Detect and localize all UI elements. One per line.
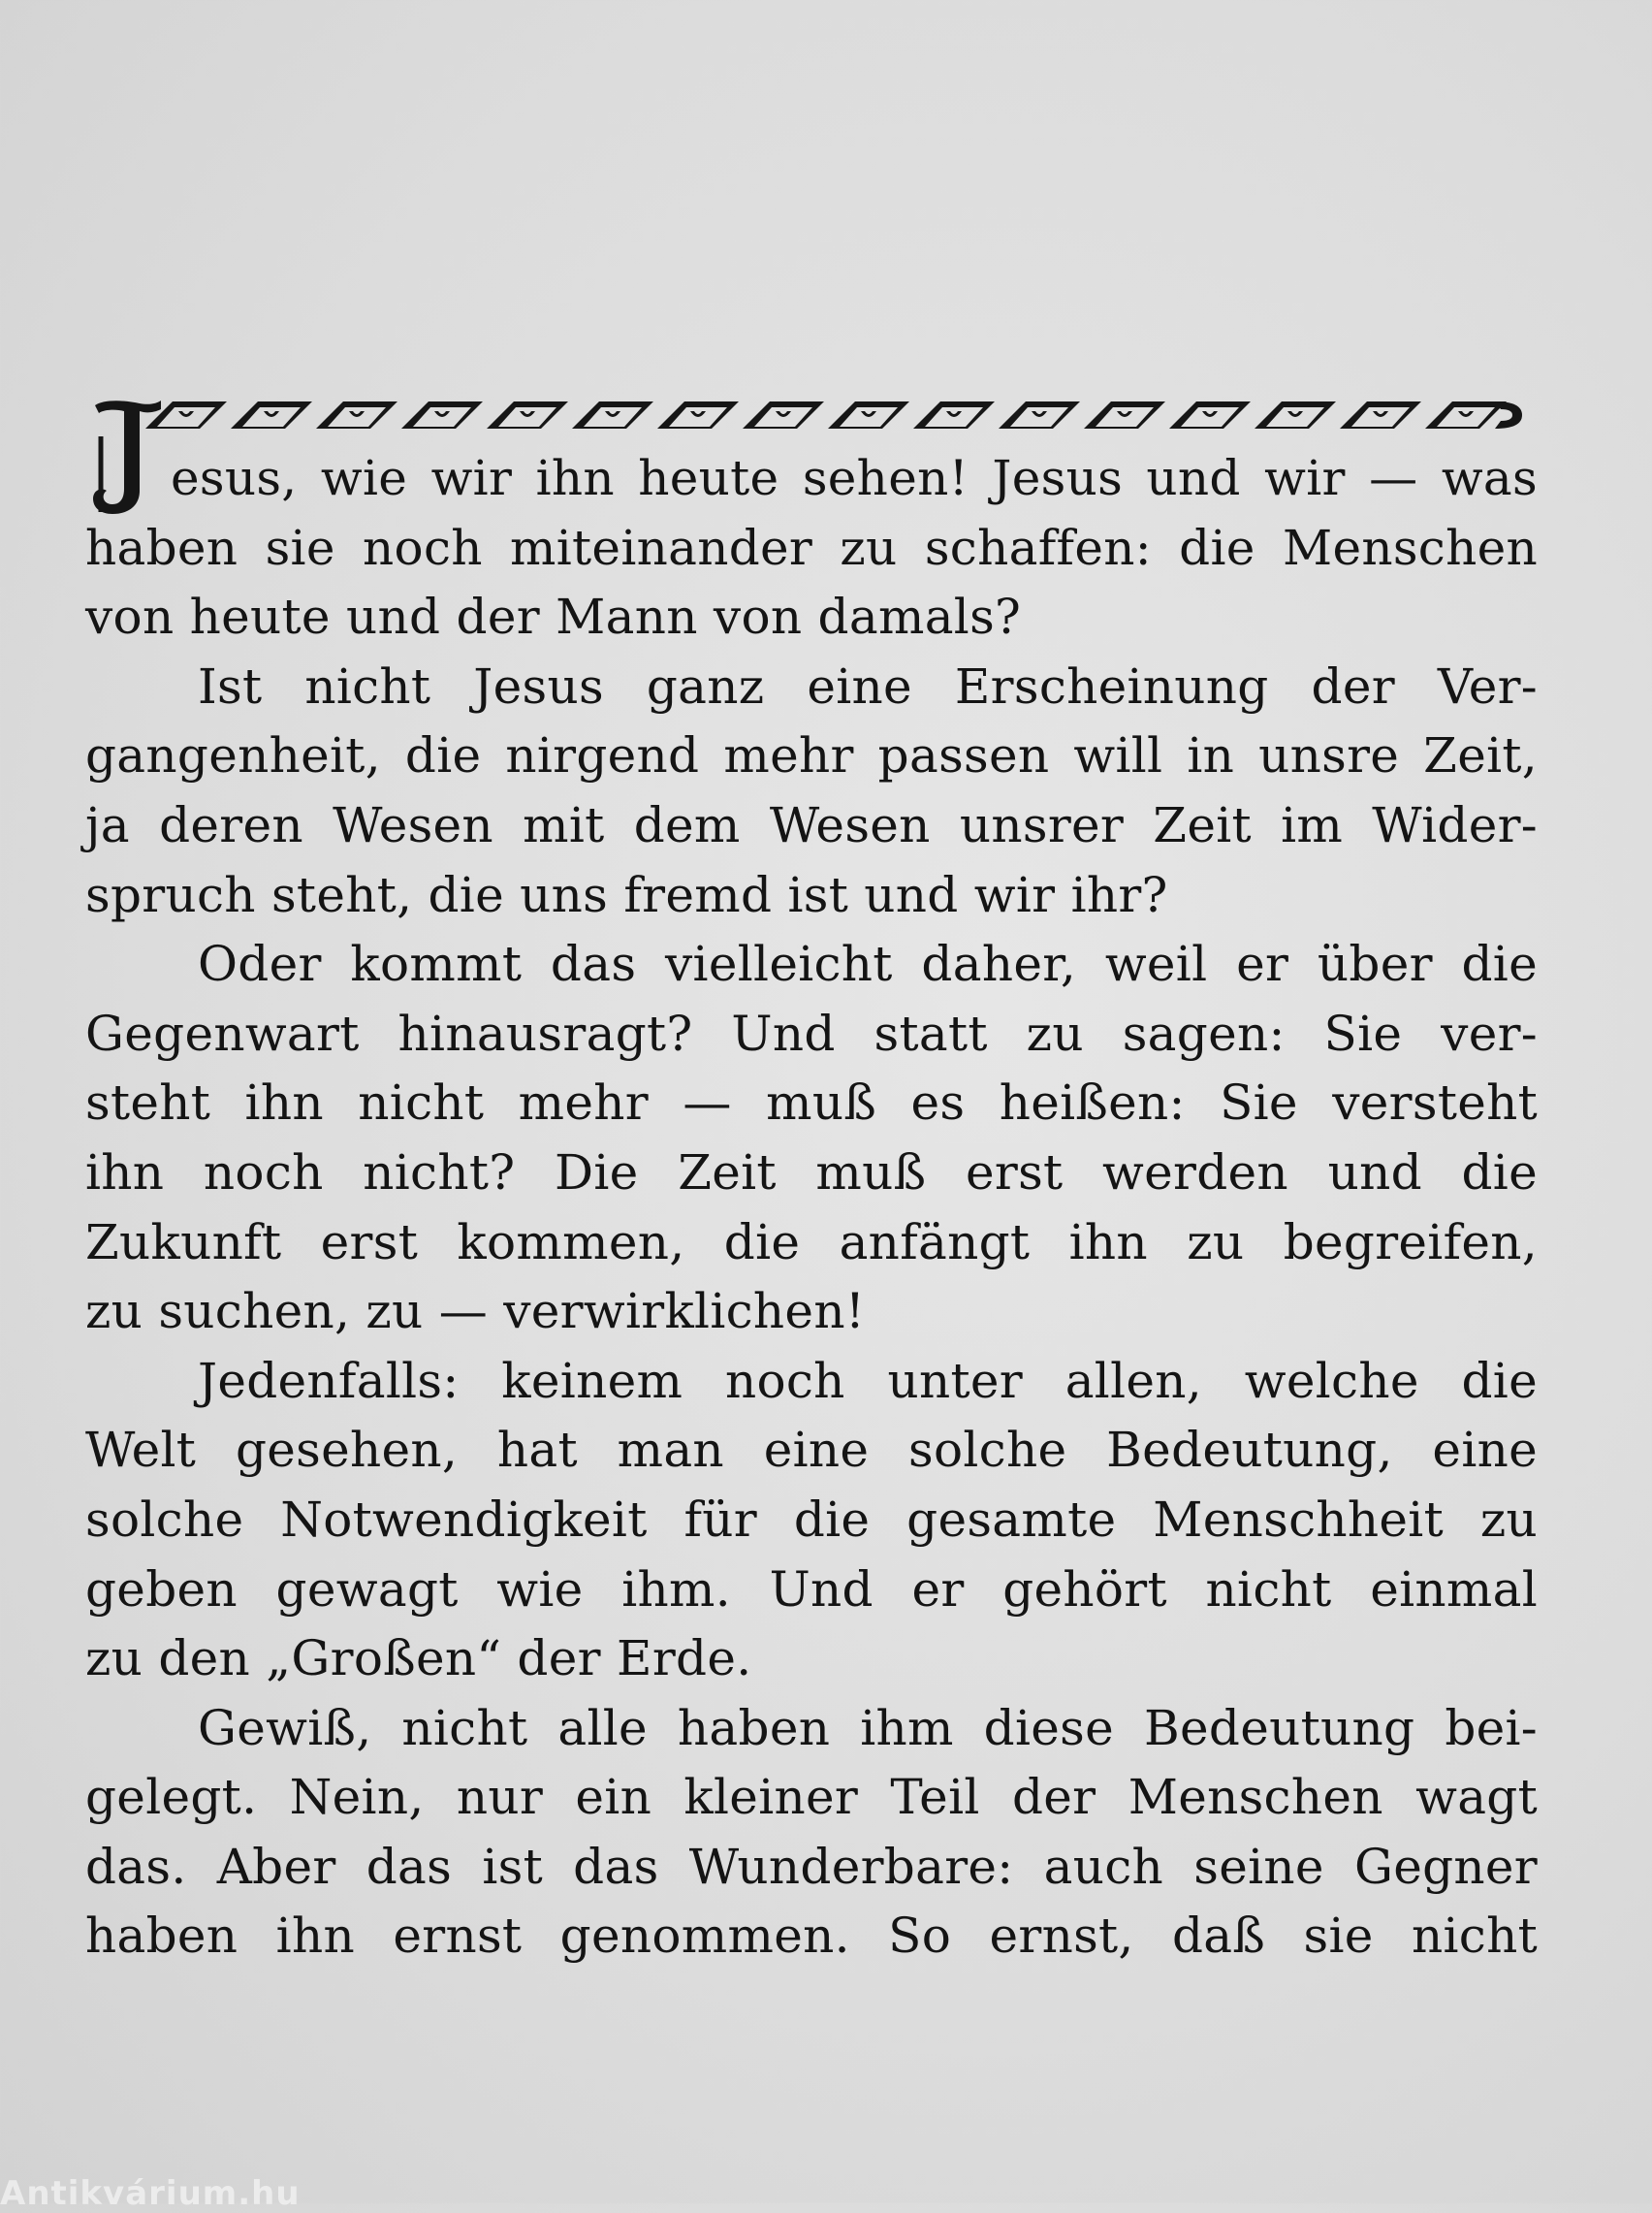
text-line: solche Notwendigkeit für die gesamte Menschheit zu	[85, 1491, 1538, 1548]
decorative-ornament-border	[143, 394, 1524, 434]
text-line: ihn noch nicht? Die Zeit muß erst werden und die	[85, 1143, 1538, 1201]
text-line: esus, wie wir ihn heute sehen! Jesus und wir — was	[171, 450, 1538, 506]
watermark: Antikvárium.hu	[0, 2174, 301, 2213]
text-line: Welt gesehen, hat man eine solche Bedeutung, eine	[85, 1422, 1538, 1479]
ornament-motif	[231, 401, 312, 429]
ornament-motif	[487, 401, 568, 429]
ornament-motif	[743, 401, 824, 429]
text-line: haben sie noch miteinander zu schaffen: die Menschen	[85, 519, 1538, 576]
ornament-motif	[1255, 401, 1336, 429]
ornament-end-scroll	[1495, 401, 1522, 429]
text-line: haben ihn ernst genommen. So ernst, daß sie nicht	[85, 1908, 1538, 1965]
text-line: Gewiß, nicht alle haben ihm diese Bedeutung bei-	[198, 1699, 1538, 1756]
ornament-motif	[401, 401, 483, 429]
text-line: das. Aber das ist das Wunderbare: auch seine Gegner	[85, 1838, 1538, 1895]
text-line: steht ihn nicht mehr — muß es heißen: Sie versteht	[85, 1074, 1538, 1132]
ornament-motif	[999, 401, 1080, 429]
text-line: zu den „Großen“ der Erde.	[85, 1630, 752, 1687]
text-line: zu suchen, zu — verwirklichen!	[85, 1283, 866, 1340]
text-line: gelegt. Nein, nur ein kleiner Teil der Menschen wagt	[85, 1769, 1538, 1826]
ornament-motif	[913, 401, 995, 429]
text-line: Gegenwart hinausragt? Und statt zu sagen: Sie ver-	[85, 1005, 1538, 1062]
text-line: gangenheit, die nirgend mehr passen will in unsre Zeit,	[85, 727, 1538, 785]
text-line: Jedenfalls: keinem noch unter allen, welche die	[198, 1352, 1538, 1409]
text-line: spruch steht, die uns fremd ist und wir ihr?	[85, 866, 1168, 923]
ornament-motif	[572, 401, 653, 429]
ornament-motif	[1084, 401, 1165, 429]
ornament-motif	[1425, 401, 1507, 429]
ornament-motif	[828, 401, 909, 429]
text-line: Ist nicht Jesus ganz eine Erscheinung der Ver-	[198, 657, 1538, 715]
body-text	[85, 444, 1538, 1972]
text-line: von heute und der Mann von damals?	[85, 589, 1022, 646]
ornament-motif	[1340, 401, 1421, 429]
text-line: geben gewagt wie ihm. Und er gehört nicht einmal	[85, 1560, 1538, 1618]
text-line: ja deren Wesen mit dem Wesen unsrer Zeit im Wider-	[85, 796, 1538, 853]
text-line: Oder kommt das vielleicht daher, weil er über die	[198, 936, 1538, 993]
ornament-motif	[657, 401, 739, 429]
text-line: Zukunft erst kommen, die anfängt ihn zu begreifen,	[85, 1213, 1538, 1270]
ornament-motif	[1169, 401, 1251, 429]
ornament-motif	[316, 401, 397, 429]
